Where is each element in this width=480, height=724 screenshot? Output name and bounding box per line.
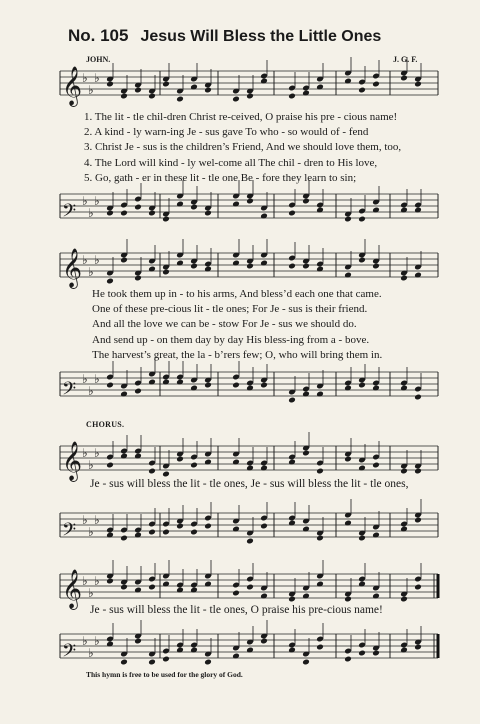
flat-icon: ♭ — [82, 253, 88, 267]
treble-clef-icon: 𝄞 — [62, 441, 83, 481]
chorus-lyric-line-1: Je - sus will bless the lit - tle ones, Je - sus will bless the lit - tle ones, — [90, 478, 409, 490]
note-head — [302, 263, 310, 270]
flat-icon: ♭ — [94, 372, 100, 386]
note-head — [204, 210, 212, 217]
note-head — [358, 650, 366, 657]
note-head — [106, 278, 114, 285]
note-head — [162, 216, 170, 223]
note-head — [414, 517, 422, 524]
note-head — [106, 462, 114, 469]
note-head — [162, 269, 170, 276]
note-head — [358, 87, 366, 94]
note-head — [204, 523, 212, 530]
verse-line: And send up - on them day by day His bless-ing from a - bove. — [92, 333, 370, 346]
flat-icon: ♭ — [82, 71, 88, 85]
bass-clef-icon: 𝄢 — [62, 641, 77, 666]
note-head — [302, 198, 310, 205]
note-head — [176, 523, 184, 530]
music-system-3-bass — [60, 505, 440, 549]
treble-clef-icon: 𝄞 — [62, 248, 83, 288]
note-head — [120, 659, 128, 666]
note-head — [106, 210, 114, 217]
note-head — [372, 263, 380, 270]
note-head — [148, 659, 156, 666]
note-head — [358, 216, 366, 223]
note-head — [162, 471, 170, 478]
note-head — [204, 87, 212, 94]
verse-line: 5. Go, gath - er in these lit - tle one Be - fore they learn to sin; — [84, 171, 357, 184]
note-head — [120, 93, 128, 100]
note-head — [302, 450, 310, 457]
verse-line: 3. Christ Je - sus is the children’s Friend, And we should love them, too, — [84, 141, 402, 154]
note-head — [232, 382, 240, 389]
footer-note: This hymn is free to be used for the glory of God. — [86, 670, 243, 679]
flat-icon: ♭ — [94, 253, 100, 267]
flat-icon: ♭ — [82, 574, 88, 588]
note-head — [414, 394, 422, 401]
note-head — [344, 596, 352, 603]
note-head — [148, 584, 156, 591]
note-head — [246, 93, 254, 100]
verse-line: 2. A kind - ly warn-ing Je - sus gave To who - so would of - fend — [84, 126, 369, 139]
note-head — [288, 210, 296, 217]
note-head — [260, 638, 268, 645]
note-head — [134, 275, 142, 282]
flat-icon: ♭ — [88, 646, 94, 660]
note-head — [120, 535, 128, 542]
note-head — [372, 81, 380, 88]
bass-clef-icon: 𝄢 — [62, 520, 77, 545]
treble-clef-icon: 𝄞 — [62, 569, 83, 609]
note-head — [372, 650, 380, 657]
note-head — [302, 659, 310, 666]
verse-block — [84, 110, 438, 186]
hymn-number: No. 105 — [68, 26, 129, 45]
note-head — [134, 204, 142, 211]
note-head — [400, 596, 408, 603]
note-head — [372, 462, 380, 469]
note-head — [176, 96, 184, 103]
note-head — [344, 656, 352, 663]
note-head — [120, 210, 128, 217]
flat-icon: ♭ — [82, 372, 88, 386]
flat-icon: ♭ — [88, 384, 94, 398]
note-head — [204, 382, 212, 389]
treble-clef-icon: 𝄞 — [62, 66, 83, 106]
flat-icon: ♭ — [82, 194, 88, 208]
note-head — [246, 538, 254, 545]
music-system-1-treble — [60, 63, 440, 107]
flat-icon: ♭ — [82, 634, 88, 648]
verse-line: 4. The Lord will kind - ly wel-come all The chil - dren to His love, — [84, 156, 378, 169]
hymn-title: Jesus Will Bless the Little Ones — [140, 28, 382, 45]
flat-icon: ♭ — [82, 446, 88, 460]
note-head — [162, 656, 170, 663]
note-head — [120, 257, 128, 264]
flat-icon: ♭ — [88, 83, 94, 97]
music-system-3-treble — [60, 438, 440, 482]
note-head — [162, 529, 170, 536]
note-head — [288, 93, 296, 100]
note-head — [148, 93, 156, 100]
note-head — [288, 263, 296, 270]
note-head — [400, 75, 408, 82]
note-head — [288, 596, 296, 603]
flat-icon: ♭ — [88, 525, 94, 539]
flat-icon: ♭ — [94, 634, 100, 648]
note-head — [316, 468, 324, 475]
note-head — [358, 535, 366, 542]
words-credit: JOHN. — [86, 55, 111, 64]
music-system-4-bass — [60, 626, 440, 670]
note-head — [134, 388, 142, 395]
flat-icon: ♭ — [94, 71, 100, 85]
note-head — [358, 382, 366, 389]
note-head — [344, 216, 352, 223]
note-head — [414, 81, 422, 88]
note-head — [246, 198, 254, 205]
music-system-2-bass — [60, 364, 440, 408]
note-head — [400, 468, 408, 475]
note-head — [204, 659, 212, 666]
bass-clef-icon: 𝄢 — [62, 201, 77, 226]
note-head — [260, 523, 268, 530]
note-head — [232, 590, 240, 597]
note-head — [120, 584, 128, 591]
note-head — [260, 382, 268, 389]
note-head — [316, 535, 324, 542]
note-head — [288, 397, 296, 404]
note-head — [190, 462, 198, 469]
verse-block-second-half — [92, 287, 438, 363]
verse-line: He took them up in - to his arms, And bless’d each one that came. — [92, 288, 382, 300]
note-head — [316, 644, 324, 651]
flat-icon: ♭ — [88, 206, 94, 220]
note-head — [246, 263, 254, 270]
note-head — [358, 257, 366, 264]
note-head — [148, 468, 156, 475]
note-head — [134, 87, 142, 94]
note-head — [344, 456, 352, 463]
note-head — [106, 382, 114, 389]
verse-line: The harvest’s great, the la - b’rers few; O, who will bring them in. — [92, 348, 383, 361]
verse-line: 1. The lit - tle chil-dren Christ re-ceived, O praise his pre - cious name! — [84, 111, 398, 123]
note-head — [414, 644, 422, 651]
note-head — [148, 210, 156, 217]
hymn-heading — [68, 26, 428, 46]
music-system-1-bass — [60, 186, 440, 230]
flat-icon: ♭ — [94, 513, 100, 527]
note-head — [106, 578, 114, 585]
note-head — [176, 456, 184, 463]
note-head — [106, 81, 114, 88]
note-head — [190, 263, 198, 270]
note-head — [148, 529, 156, 536]
note-head — [162, 81, 170, 88]
note-head — [400, 275, 408, 282]
flat-icon: ♭ — [88, 458, 94, 472]
flat-icon: ♭ — [88, 586, 94, 600]
note-head — [190, 529, 198, 536]
flat-icon: ♭ — [88, 265, 94, 279]
music-system-2-treble — [60, 245, 440, 289]
flat-icon: ♭ — [94, 446, 100, 460]
note-head — [246, 584, 254, 591]
note-head — [414, 584, 422, 591]
note-head — [190, 204, 198, 211]
music-credit: J. G. F. — [393, 55, 418, 64]
chorus-lyric-line-2: Je - sus will bless the lit - tle ones, O praise his pre-cious name! — [90, 604, 383, 616]
note-head — [414, 468, 422, 475]
flat-icon: ♭ — [82, 513, 88, 527]
note-head — [134, 638, 142, 645]
flat-icon: ♭ — [94, 574, 100, 588]
verse-line: And all the love we can be - stow For Je - sus we should do. — [92, 318, 357, 331]
verse-line: One of these pre-cious lit - tle ones; For Je - sus is their friend. — [92, 303, 368, 316]
chorus-label: CHORUS. — [86, 420, 125, 429]
note-head — [232, 96, 240, 103]
bass-clef-icon: 𝄢 — [62, 379, 77, 404]
flat-icon: ♭ — [94, 194, 100, 208]
